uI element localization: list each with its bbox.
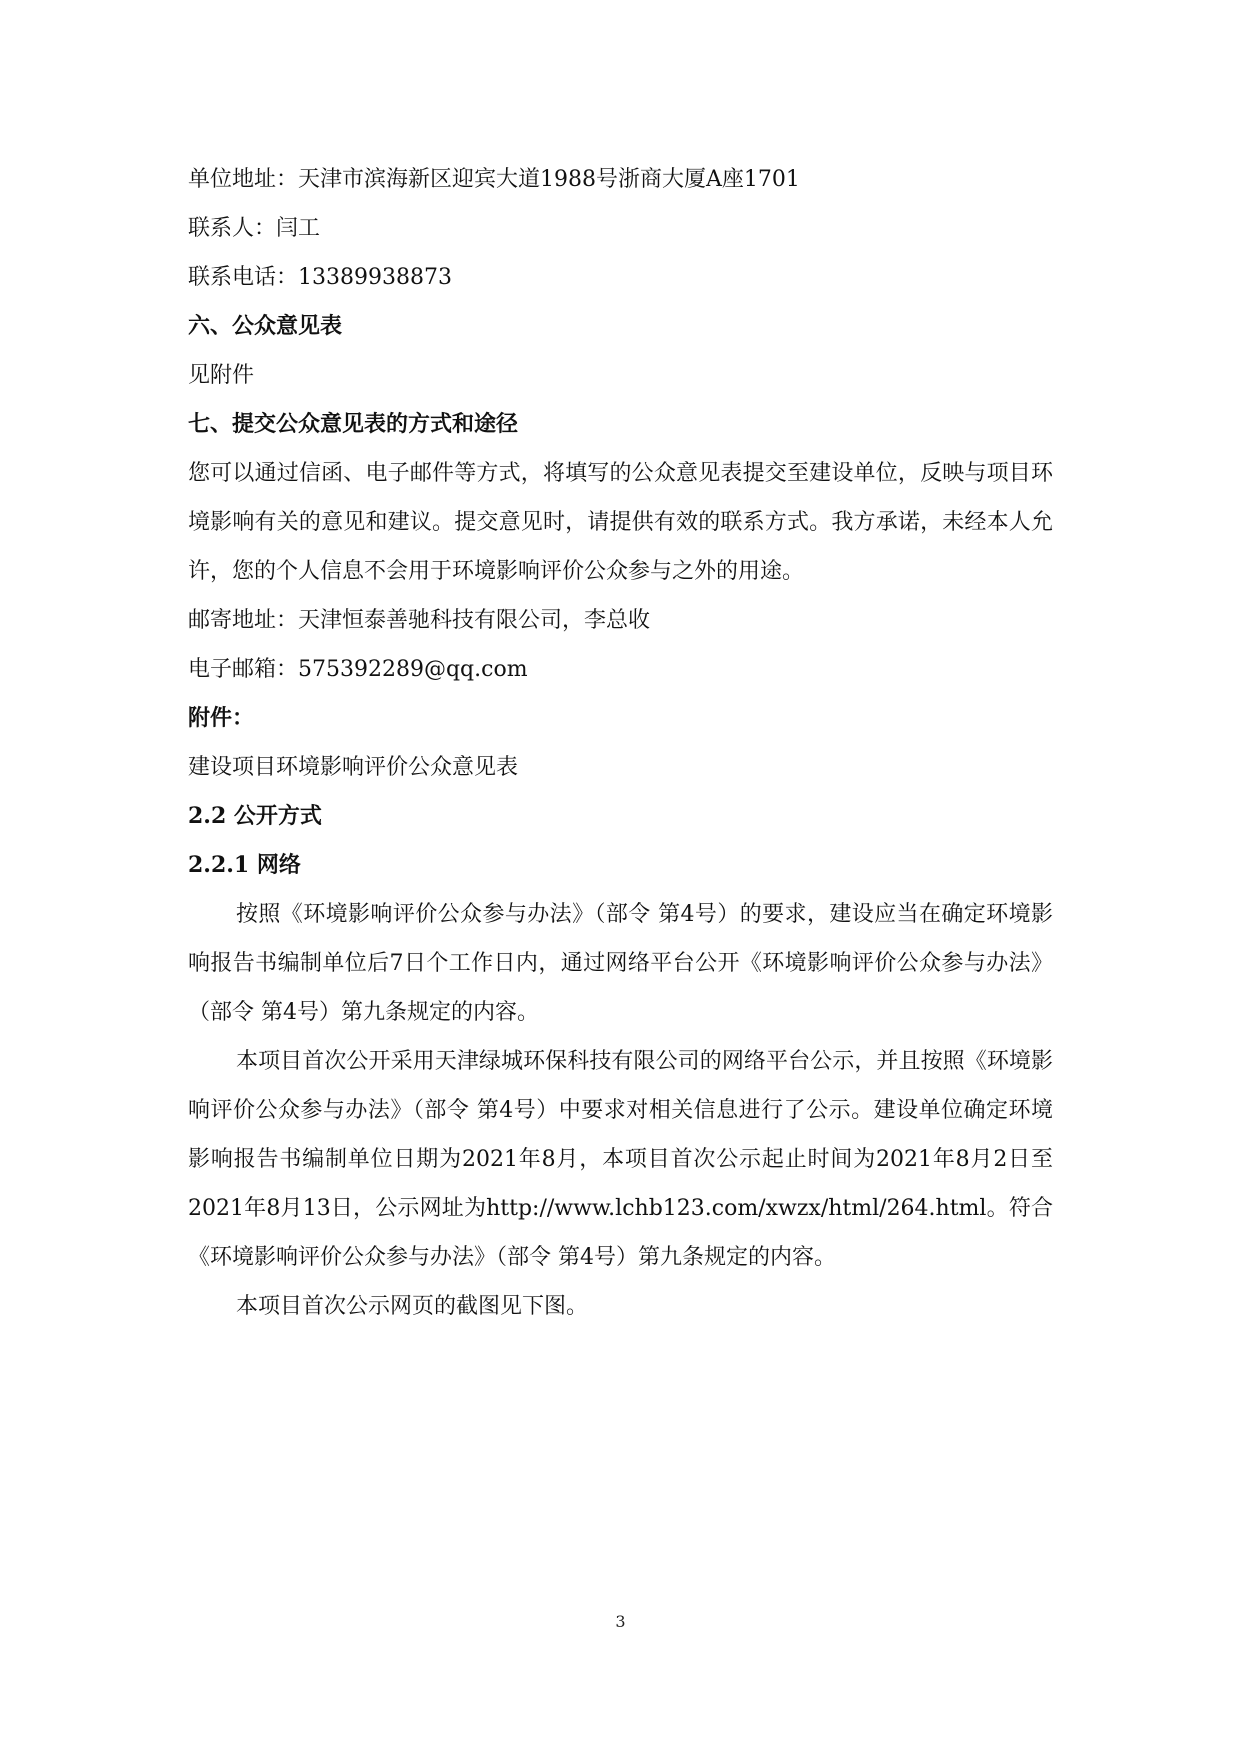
section-2-2-heading: 2.2 公开方式 xyxy=(188,803,322,829)
page-number: 3 xyxy=(615,1612,626,1631)
section-7-body: 您可以通过信函、电子邮件等方式，将填写的公众意见表提交至建设单位，反映与项目环境影响有关的意见和建议。提交意见时，请提供有效的联系方式。我方承诺，未经本人允许，您的个人信息不会用于环境影响评价公众参与之外的用途。 xyxy=(188,461,1053,584)
network-paragraph-1: 按照《环境影响评价公众参与办法》（部令 第4号）的要求，建设应当在确定环境影响报告书编制单位后7日个工作日内，通过网络平台公开《环境影响评价公众参与办法》（部令 第4号）第九条规定的内容。 xyxy=(188,902,1053,1025)
section-2-2-1-heading: 2.2.1 网络 xyxy=(188,852,301,878)
email-address: 电子邮箱：575392289@qq.com xyxy=(188,657,528,682)
network-paragraph-3: 本项目首次公示网页的截图见下图。 xyxy=(236,1294,589,1319)
section-6-body: 见附件 xyxy=(188,363,255,388)
contact-address: 单位地址：天津市滨海新区迎宾大道1988号浙商大厦A座1701 xyxy=(188,167,800,192)
network-paragraph-2: 本项目首次公开采用天津绿城环保科技有限公司的网络平台公示，并且按照《环境影响评价公众参与办法》（部令 第4号）中要求对相关信息进行了公示。建设单位确定环境影响报告书编制单位日期为2021年8月，本项目首次公示起止时间为2021年8月2日至2021年8月13日，公示网址为http://www.lchb123.com/xwzx/html/264.html。符合《环境影响评价公众参与办法》（部令 第4号）第九条规定的内容。 xyxy=(188,1049,1053,1270)
section-6-heading: 六、公众意见表 xyxy=(188,313,343,339)
attachment-item: 建设项目环境影响评价公众意见表 xyxy=(188,755,519,780)
contact-person: 联系人：闫工 xyxy=(188,216,321,241)
section-7-heading: 七、提交公众意见表的方式和途径 xyxy=(188,411,519,437)
attachment-heading: 附件： xyxy=(188,705,255,731)
document-body xyxy=(188,155,1053,1331)
contact-phone: 联系电话：13389938873 xyxy=(188,265,452,290)
mail-address: 邮寄地址：天津恒泰善驰科技有限公司，李总收 xyxy=(188,608,651,633)
